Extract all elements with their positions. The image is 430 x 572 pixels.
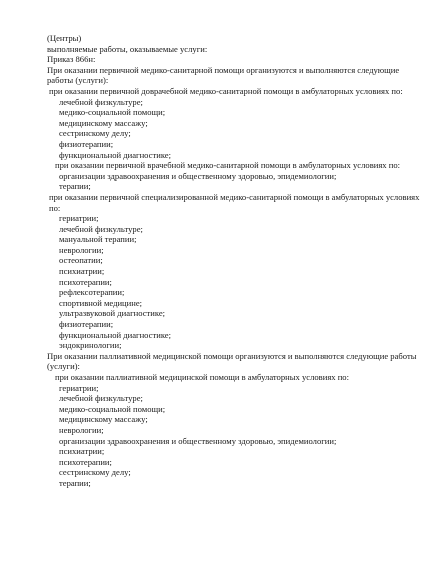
list-item: гериатрии; bbox=[59, 213, 99, 224]
list-item: физиотерапии; bbox=[59, 319, 114, 330]
list-item: неврологии; bbox=[59, 244, 104, 255]
list-item: функциональной диагностике; bbox=[59, 149, 172, 160]
document-text bbox=[47, 33, 422, 489]
palliative-ambulatory-intro: при оказании паллиативной медицинской помощи в амбулаторных условиях по: bbox=[55, 372, 349, 382]
palliative-intro: При оказании паллиативной медицинской помощи организуются и выполняются следующие работы (услуги): bbox=[47, 350, 417, 372]
physician-intro: при оказании первичной врачебной медико-санитарной помощи в амбулаторных условиях по: bbox=[55, 160, 401, 171]
physician-list bbox=[47, 171, 422, 192]
works-title: выполняемые работы, оказываемые услуги: bbox=[47, 43, 208, 54]
list-item: психиатрии; bbox=[59, 266, 105, 277]
list-item: психотерапии; bbox=[59, 456, 112, 467]
list-item: сестринскому делу; bbox=[59, 128, 131, 139]
list-item: гериатрии; bbox=[59, 382, 99, 393]
list-item: организации здравоохранения и общественному здоровью, эпидемиологии; bbox=[59, 170, 337, 181]
prenursing-intro: при оказании первичной доврачебной медико-санитарной помощи в амбулаторных условиях по: bbox=[49, 85, 403, 96]
list-item: сестринскому делу; bbox=[59, 467, 131, 478]
list-item: рефлексотерапии; bbox=[59, 287, 125, 298]
specialized-list bbox=[47, 213, 422, 351]
specialized-intro: при оказании первичной специализированной медико-санитарной помощи в амбулаторных условиях по: bbox=[49, 191, 420, 213]
list-item: медицинскому массажу; bbox=[59, 117, 148, 128]
list-item: мануальной терапии; bbox=[59, 234, 137, 245]
list-item: психиатрии; bbox=[59, 446, 105, 457]
list-item: лечебной физкультуре; bbox=[59, 223, 143, 234]
list-item: медико-социальной помощи; bbox=[59, 403, 166, 414]
list-item: терапии; bbox=[59, 477, 91, 488]
prenursing-list bbox=[47, 97, 422, 161]
palliative-list bbox=[47, 383, 422, 489]
list-item: ультразвуковой диагностике; bbox=[59, 308, 166, 319]
list-item: неврологии; bbox=[59, 424, 104, 435]
list-item: функциональной диагностике; bbox=[59, 329, 172, 340]
list-item: организации здравоохранения и общественному здоровью, эпидемиологии; bbox=[59, 435, 337, 446]
header-line: (Центры) bbox=[47, 33, 82, 43]
list-item: медико-социальной помощи; bbox=[59, 107, 166, 118]
list-item: эндокринологии; bbox=[59, 340, 122, 351]
list-item: физиотерапии; bbox=[59, 138, 114, 149]
list-item: спортивной медицине; bbox=[59, 297, 143, 308]
list-item: остеопатии; bbox=[59, 255, 103, 266]
order-line: Приказ 866н: bbox=[47, 54, 96, 65]
list-item: лечебной физкультуре; bbox=[59, 393, 143, 404]
list-item: психотерапии; bbox=[59, 276, 112, 287]
list-item: медицинскому массажу; bbox=[59, 414, 148, 425]
list-item: терапии; bbox=[59, 181, 91, 192]
primary-intro: При оказании первичной медико-санитарной помощи организуются и выполняются следующие работы (услуги): bbox=[47, 64, 400, 86]
list-item: лечебной физкультуре; bbox=[59, 96, 143, 107]
